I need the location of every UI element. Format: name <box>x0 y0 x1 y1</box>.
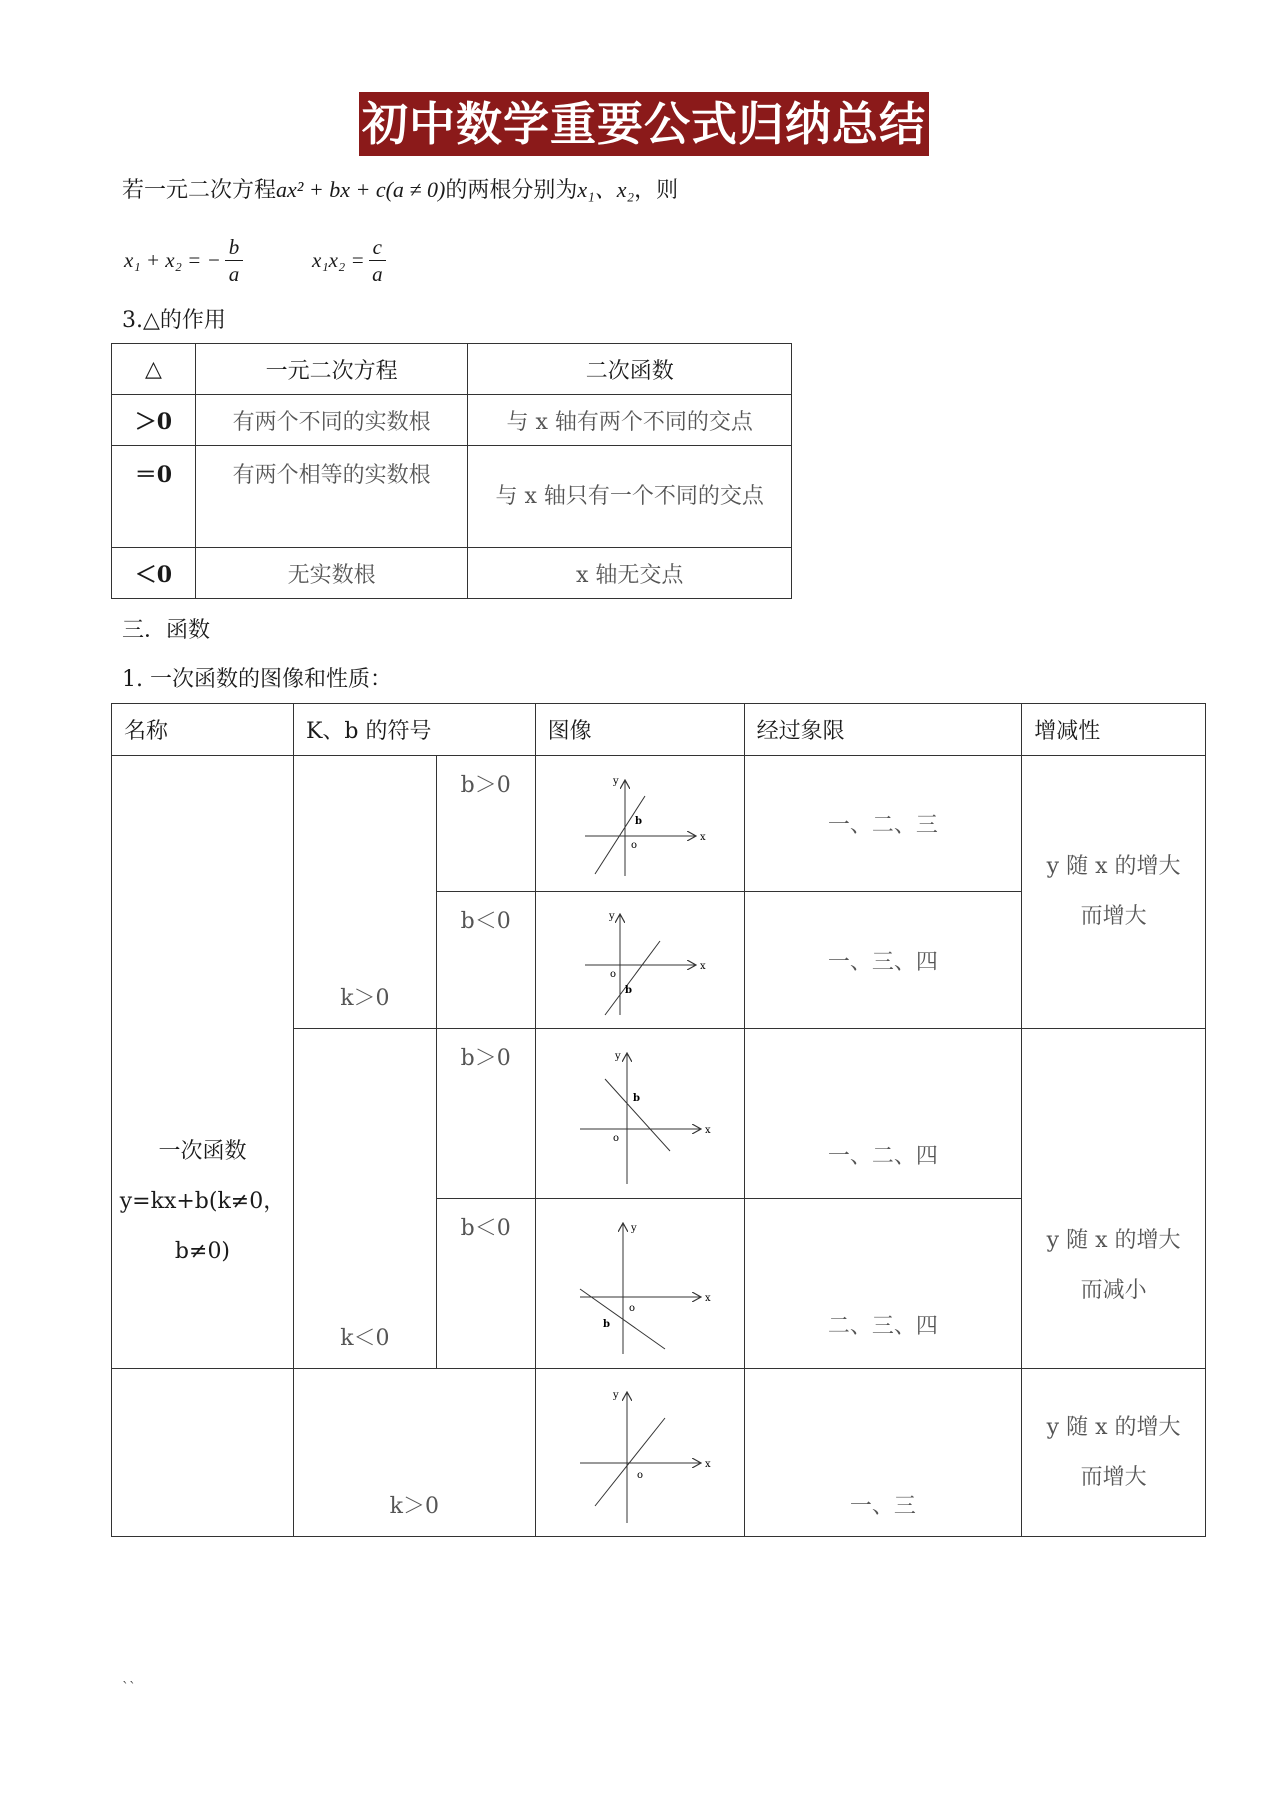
equation-roots: 无实数根 <box>195 548 468 599</box>
table-row <box>112 395 792 446</box>
quadrants: 一、三 <box>744 1369 1022 1537</box>
roots: x₁、x₂ <box>577 177 635 202</box>
sum-numerator: b <box>225 234 244 261</box>
table-row <box>112 446 792 548</box>
function-formula: y=kx+b(k≠0， <box>119 1189 286 1214</box>
quadrants: 一、二、四 <box>744 1029 1022 1199</box>
b-sign: b＞0 <box>436 756 535 892</box>
section-linear-heading: 1. 一次函数的图像和性质： <box>122 667 392 692</box>
svg-text:x: x <box>699 832 706 843</box>
function-intersections: x 轴无交点 <box>468 548 792 599</box>
line-graph-icon <box>565 1039 715 1189</box>
svg-text:o: o <box>630 840 637 851</box>
function-name: 一次函数 <box>158 1139 247 1164</box>
monotonicity-line2: 而减小 <box>1080 1278 1147 1303</box>
header-monotonicity: 增减性 <box>1022 704 1206 756</box>
svg-text:b: b <box>632 1092 640 1104</box>
intro-suffix: ，则 <box>634 178 679 203</box>
function-name-cell-empty <box>112 1369 294 1537</box>
product-fraction <box>369 234 386 287</box>
table-row <box>112 1369 1206 1537</box>
monotonicity-line2: 而增大 <box>1080 904 1147 929</box>
function-intersections: 与 x 轴只有一个不同的交点 <box>468 446 792 548</box>
graph-k-pos-b-neg <box>535 892 744 1029</box>
page-title: 初中数学重要公式归纳总结 <box>359 92 929 156</box>
header-name: 名称 <box>112 704 294 756</box>
product-of-roots-formula <box>312 230 386 290</box>
graph-k-neg-b-neg <box>535 1199 744 1369</box>
quadrants: 二、三、四 <box>744 1199 1022 1369</box>
function-name-cell <box>112 756 294 1369</box>
section-delta-heading: 3.△的作用 <box>122 308 226 333</box>
graph-k-pos-b-pos <box>535 756 744 892</box>
svg-text:y: y <box>614 1050 621 1062</box>
b-sign: b＜0 <box>436 892 535 1029</box>
linear-function-table <box>111 703 1206 1537</box>
k-sign: k＜0 <box>293 1029 436 1369</box>
delta-value: ＜0 <box>112 548 196 599</box>
svg-text:b: b <box>624 984 632 996</box>
monotonicity-line1: y 随 x 的增大 <box>1046 854 1181 879</box>
sum-fraction <box>225 234 244 287</box>
graph-k-pos-origin <box>535 1369 744 1537</box>
header-signs: K、b 的符号 <box>293 704 535 756</box>
intro-middle: 的两根分别为 <box>445 178 578 203</box>
svg-text:o: o <box>628 1302 635 1314</box>
quadrants: 一、三、四 <box>744 892 1022 1029</box>
monotonicity-increasing <box>1022 756 1206 1029</box>
svg-text:x: x <box>699 960 706 972</box>
function-condition: b≠0) <box>174 1239 231 1264</box>
monotonicity-line1: y 随 x 的增大 <box>1046 1414 1181 1440</box>
header-graph: 图像 <box>535 704 744 756</box>
b-sign: b＞0 <box>436 1029 535 1199</box>
equation-roots: 有两个不同的实数根 <box>195 395 468 446</box>
b-sign: b＜0 <box>436 1199 535 1369</box>
svg-text:o: o <box>612 1132 619 1144</box>
k-sign: k＞0 <box>293 756 436 1029</box>
intro-sentence <box>122 173 678 204</box>
discriminant-table <box>111 343 792 599</box>
svg-text:b: b <box>634 816 642 827</box>
sum-denominator: a <box>228 261 240 286</box>
product-lhs: x₁x₂ = <box>312 247 365 272</box>
line-graph-icon <box>565 903 715 1018</box>
svg-text:x: x <box>704 1292 711 1304</box>
svg-text:y: y <box>612 776 619 787</box>
svg-text:y: y <box>612 1389 619 1401</box>
intro-prefix: 若一元二次方程 <box>122 178 277 203</box>
svg-text:x: x <box>704 1124 711 1136</box>
header-quadrants: 经过象限 <box>744 704 1022 756</box>
equation-roots: 有两个相等的实数根 <box>195 446 468 548</box>
monotonicity-increasing <box>1022 1369 1206 1537</box>
quadrants: 一、二、三 <box>744 756 1022 892</box>
sum-of-roots-formula <box>124 230 243 290</box>
svg-text:x: x <box>704 1458 711 1470</box>
quadratic-equation: ax² + bx + c(a ≠ 0) <box>276 177 446 202</box>
svg-text:b: b <box>602 1318 610 1330</box>
svg-text:y: y <box>608 910 615 922</box>
product-numerator: c <box>369 234 386 261</box>
monotonicity-decreasing <box>1022 1029 1206 1369</box>
svg-text:o: o <box>636 1469 643 1481</box>
table-row <box>112 548 792 599</box>
footnote-mark: `` <box>122 1680 136 1696</box>
monotonicity-line1: y 随 x 的增大 <box>1046 1228 1181 1253</box>
svg-text:y: y <box>630 1222 637 1234</box>
product-denominator: a <box>372 261 383 286</box>
monotonicity-line2: 而增大 <box>1080 1464 1147 1490</box>
line-graph-icon <box>565 1209 715 1359</box>
line-graph-icon <box>565 766 715 881</box>
svg-text:o: o <box>609 968 616 980</box>
line-graph-icon <box>565 1378 715 1528</box>
delta-value: ＞0 <box>112 395 196 446</box>
header-function: 二次函数 <box>468 344 792 395</box>
delta-value: ＝0 <box>112 446 196 548</box>
table-row <box>112 756 1206 892</box>
graph-k-neg-b-pos <box>535 1029 744 1199</box>
discriminant-header-row <box>112 344 792 395</box>
linear-header-row <box>112 704 1206 756</box>
header-equation: 一元二次方程 <box>195 344 468 395</box>
header-delta: △ <box>112 344 196 395</box>
sum-lhs: x₁ + x₂ = − <box>124 247 221 272</box>
section-function-heading: 三．函数 <box>122 618 211 643</box>
function-intersections: 与 x 轴有两个不同的交点 <box>468 395 792 446</box>
k-sign: k＞0 <box>293 1369 535 1537</box>
